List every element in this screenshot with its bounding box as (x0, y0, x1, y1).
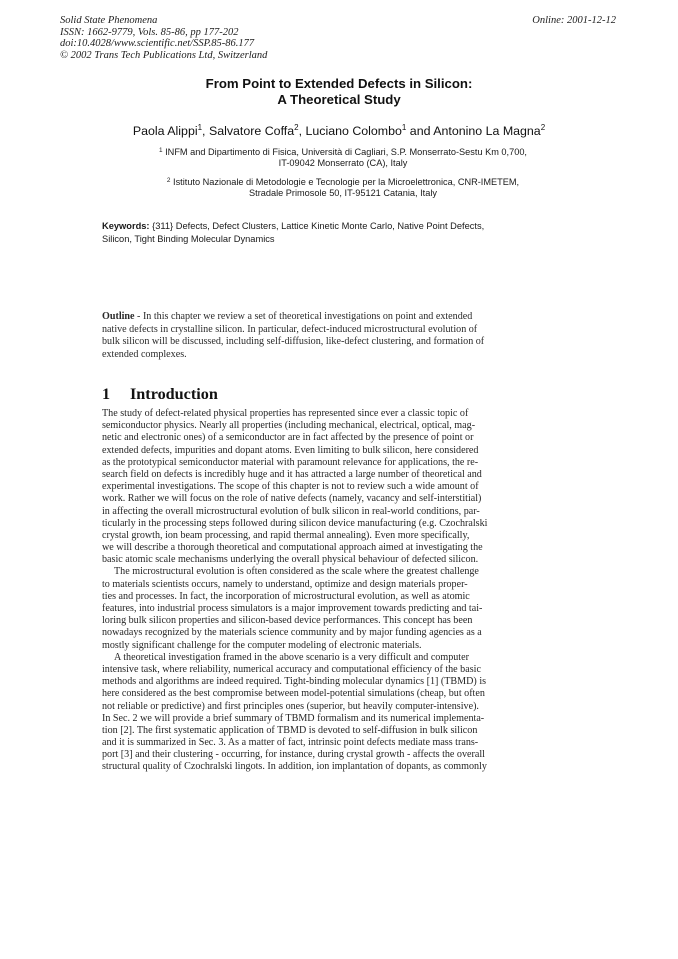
journal-info (60, 15, 390, 61)
body-text-line: features, into industrial process simulators is a major improvement towards predicting and tai- (102, 603, 483, 614)
outline-line: native defects in crystalline silicon. In particular, defect-induced microstructural evolution of (102, 323, 478, 335)
outline-line: extended complexes. (102, 348, 187, 360)
affiliation-text: Istituto Nazionale di Metodologie e Tecnologie per la Microelettronica, CNR-IMETEM, (173, 177, 520, 187)
outline-line (102, 311, 564, 324)
introduction-body (102, 408, 572, 774)
affiliation-2 (60, 177, 626, 200)
title-line-1: From Point to Extended Defects in Silicon: (205, 76, 473, 91)
author-affil-mark: 2 (294, 123, 299, 132)
body-text-line: tion [2]. The first systematic application of TBMD is devoted to self-diffusion in bulk silicon (102, 724, 478, 736)
title-line-2: A Theoretical Study (277, 91, 401, 107)
keywords-label: Keywords: (102, 221, 150, 231)
copyright-line: © 2002 Trans Tech Publications Ltd, Switzerland (60, 49, 268, 61)
author-separator: and (406, 124, 434, 138)
body-text-line: and it is summarized in Sec. 3. As a matter of fact, intrinsic point defects mediate mass trans- (102, 737, 479, 749)
affiliation-line (60, 177, 626, 188)
author-affil-mark: 2 (540, 123, 546, 132)
affiliation-1 (60, 147, 626, 170)
body-text-line: ticularly in the processing steps followed during silicon device manufacturing (e.g. Czochralski (102, 517, 488, 529)
body-text-line: basic atomic scale mechanisms underlying the overall physical behaviour of defected silicon. (102, 554, 479, 566)
body-text-line: nowadays recognized by the materials science community and by major funding agencies as a (102, 627, 482, 639)
body-text-line: not reliable or predictive) and first principles ones (superior, but heavily computer-intensive). (102, 700, 479, 712)
body-text-line: extended defects, impurities and dopant atoms. Even limiting to bulk silicon, here considered (102, 444, 479, 456)
affiliation-text: INFM and Dipartimento di Fisica, Università di Cagliari, S.P. Monserrato-Sestu Km 0,700, (165, 147, 527, 157)
outline-line: bulk silicon will be discussed, including self-diffusion, like-defect clustering, and formation of (102, 336, 485, 348)
body-text-line: search field on defects is incredibly huge and it has attracted a large number of theoretical and (102, 468, 482, 480)
keywords-text: {311} Defects, Defect Clusters, Lattice Kinetic Monte Carlo, Native Point Defects, (152, 221, 485, 231)
body-text-line: port [3] and their clustering - occurring, for instance, during crystal growth - affects the overall (102, 749, 485, 761)
outline-label: Outline (102, 311, 135, 322)
doi-line: doi:10.4028/www.scientific.net/SSP.85-86.177 (60, 38, 255, 49)
body-text-line: The study of defect-related physical properties has represented since ever a classic topic of (102, 408, 469, 419)
keywords-line (102, 220, 572, 233)
online-date: Online: 2001-12-12 (532, 15, 616, 26)
author-list (0, 124, 678, 138)
affiliation-number: 2 (166, 177, 171, 184)
body-text-line: to materials scientists occurs, namely to understand, optimize and design materials proper- (102, 578, 468, 590)
affiliation-line: IT-09042 Monserrato (CA), Italy (278, 158, 408, 169)
keywords (102, 220, 572, 245)
paper-title (0, 76, 678, 107)
body-text-line: as the prototypical semiconductor material with paramount relevance for applications, the re- (102, 456, 479, 468)
body-text-line: methods and algorithms are indeed required. Tight-binding molecular dynamics [1] (TBMD) is (102, 676, 487, 688)
body-text-line: ties and processes. In fact, the incorporation of microstructural evolution, as well as atomic (102, 590, 470, 602)
body-text-line: work. Rather we will focus on the role of native defects (namely, vacancy and self-interstitial) (102, 493, 482, 505)
body-text-line: we will describe a thorough theoretical and computational approach aimed at investigating the (102, 542, 483, 554)
body-text-line: intensive task, where reliability, numerical accuracy and computational efficiency of the basic (102, 663, 481, 675)
journal-name: Solid State Phenomena (60, 15, 158, 26)
author-affil-mark: 1 (401, 123, 407, 132)
section-number: 1 (102, 385, 111, 403)
section-heading (102, 385, 218, 404)
author-name: Salvatore Coffa (208, 124, 295, 138)
body-text-line: crystal growth, ion beam processing, and rapid thermal annealing). Even more specifically, (102, 529, 470, 541)
author-affil-mark: 1 (197, 123, 203, 132)
affiliation-line: Stradale Primosole 50, IT-95121 Catania, Italy (249, 188, 437, 199)
author-name: Luciano Colombo (305, 124, 402, 138)
body-text-line: experimental investigations. The scope of this chapter is not to review such a wide amount of (102, 481, 479, 493)
body-text-line: The microstructural evolution is often considered as the scale where the greatest challenge (114, 566, 479, 578)
body-text-line: loring bulk silicon properties and silicon-based device performances. This concept has been (102, 615, 473, 627)
body-text-line: netic and electronic ones) of a semiconductor are in fact affected by the presence of point or (102, 432, 474, 444)
body-text-line: mostly significant challenge for the computer modeling of electronic materials. (102, 639, 422, 651)
body-text-line: A theoretical investigation framed in the above scenario is a very difficult and computer (114, 651, 469, 663)
affiliation-line (60, 147, 626, 158)
body-text-line: semiconductor physics. Nearly all properties (including mechanical, electrical, optical, mag- (102, 420, 476, 432)
issn-line: ISSN: 1662-9779, Vols. 85-86, pp 177-202 (60, 26, 239, 38)
author-separator: , (202, 124, 209, 138)
section-title: Introduction (130, 385, 218, 403)
author-separator: , (298, 124, 306, 138)
body-text-line: here considered as the best compromise between model-potential simulations (cheap, but often (102, 688, 485, 700)
author-name: Antonino La Magna (433, 124, 541, 138)
body-text-line: in affecting the overall microstructural evolution of bulk silicon in real-world conditions, par- (102, 505, 480, 517)
keywords-line: Silicon, Tight Binding Molecular Dynamics (102, 233, 275, 244)
outline-text: - In this chapter we review a set of theoretical investigations on point and extended (134, 311, 473, 322)
affiliation-number: 1 (159, 147, 163, 154)
outline-abstract (102, 311, 564, 361)
body-text-line: In Sec. 2 we will provide a brief summary of TBMD formalism and its numerical implementa- (102, 712, 485, 724)
body-text-line: structural quality of Czochralski lingots. In addition, ion implantation of dopants, as commonly (102, 761, 487, 773)
author-name: Paola Alippi (132, 124, 198, 138)
